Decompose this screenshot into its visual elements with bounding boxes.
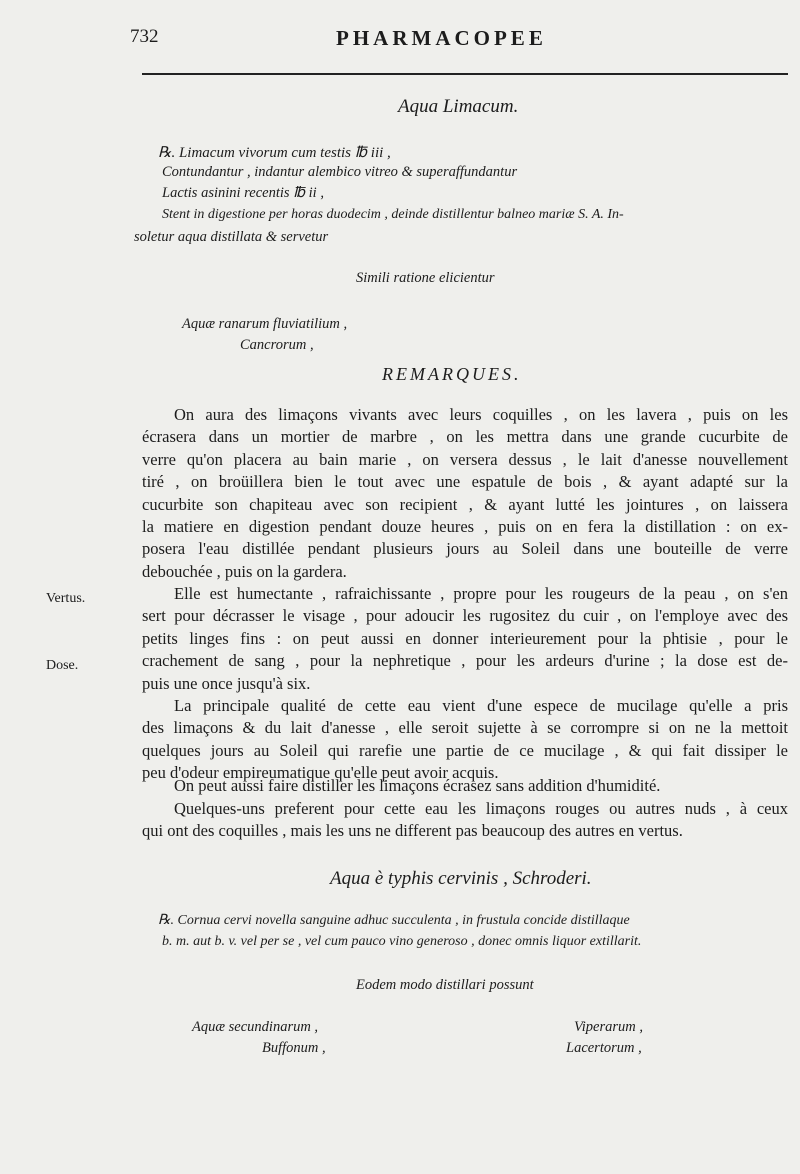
text-line: qui ont des coquilles , mais les uns ne different pas beaucoup des autres en vertus. (142, 821, 683, 841)
text-line: posera l'eau distillée pendant plusieurs jours au Soleil dans une bouteille de verre (142, 539, 788, 559)
text-line: sert pour décrasser le visage , pour adoucir les rugositez du cuir , on l'employe avec des (142, 606, 788, 626)
remarques-paragraph-1 (142, 404, 788, 583)
simili-ratione: Simili ratione elicientur (356, 270, 495, 286)
page-number: 732 (130, 26, 159, 47)
recipe-line: Contundantur , indantur alembico vitreo & superaffundantur (162, 164, 518, 180)
recipe-line: Stent in digestione per horas duodecim , deinde distillentur balneo mariæ S. A. In- (162, 207, 624, 222)
text-line: debouchée , puis on la gardera. (142, 561, 347, 581)
text-line: crachement de sang , pour la nephretique , pour les ardeurs d'urine ; la dose est de- (142, 651, 788, 671)
text-line: puis une once jusqu'à six. (142, 673, 311, 693)
text-line: cucurbite son chapiteau avec son recipient , & ayant lutté les jointures , on laissera (142, 494, 788, 514)
text-line: verre qu'on placera au bain marie , on versera dessus , le lait d'anesse nouvellement (142, 449, 788, 469)
recipe-line: Lactis asinini recentis ℔ ii , (162, 185, 324, 201)
text-line: tiré , on broüillera bien le tout avec une espatule de bois , & ayant adapté sur la (142, 472, 788, 492)
remarques-paragraph-2 (142, 583, 788, 695)
remarques-paragraph-4 (142, 775, 788, 797)
variant-lacertorum: Lacertorum , (566, 1040, 642, 1056)
text-line: On peut aussi faire distiller les limaçons écrasez sans addition d'humidité. (174, 776, 661, 795)
recipe-line: b. m. aut b. v. vel per se , vel cum pauco vino generoso , donec omnis liquor extillarit. (162, 934, 642, 949)
text-line: la matiere en digestion pendant douze heures , puis on en fera la distillation : on ex- (142, 516, 788, 536)
text-line: quelques jours au Soleil qui rarefie une partie de ce mucilage , & qui fait dissiper le (142, 740, 788, 760)
text-line: Elle est humectante , rafraichissante , propre pour les rougeurs de la peau , on s'en (174, 584, 788, 603)
variant-secundinarum: Aquæ secundinarum , (192, 1019, 319, 1035)
variant-ranarum: Aquæ ranarum fluviatilium , (182, 316, 348, 332)
text-line: On aura des limaçons vivants avec leurs coquilles , on les lavera , puis on les (174, 405, 788, 424)
text-line: des limaçons & du lait d'anesse , elle seroit sujette à se corrompre si on ne la mettoit (142, 718, 788, 738)
eodem-modo: Eodem modo distillari possunt (356, 977, 534, 993)
section-title-aqua-typhis: Aqua è typhis cervinis , Schroderi. (330, 868, 592, 889)
margin-note-dose: Dose. (46, 658, 79, 673)
text-line: petits linges fins : on peut aussi en donner interieurement pour la phtisie , pour le (142, 628, 788, 648)
text-line: Quelques-uns preferent pour cette eau les limaçons rouges ou autres nuds , à ceux (174, 799, 788, 818)
recipe-line: ℞. Limacum vivorum cum testis ℔ iii , (158, 145, 391, 161)
recipe-line: soletur aqua distillata & servetur (134, 229, 329, 245)
recipe-line: ℞. Cornua cervi novella sanguine adhuc succulenta , in frustula concide distillaque (158, 913, 630, 928)
header-rule (142, 73, 788, 75)
variant-cancrorum: Cancrorum , (240, 337, 314, 353)
remarques-heading: REMARQUES. (382, 364, 522, 384)
text-line: écrasera dans un mortier de marbre , on les mettra dans une grande cucurbite de (142, 427, 788, 447)
running-title: PHARMACOPEE (336, 26, 547, 50)
margin-note-vertus: Vertus. (46, 591, 86, 606)
variant-buffonum: Buffonum , (262, 1040, 326, 1056)
remarques-paragraph-3 (142, 695, 788, 785)
variant-viperarum: Viperarum , (574, 1019, 644, 1035)
text-line: peu d'odeur empireumatique qu'elle peut avoir acquis. (142, 763, 499, 783)
remarques-paragraph-5 (142, 798, 788, 843)
text-line: La principale qualité de cette eau vient d'une espece de mucilage qu'elle a pris (174, 696, 788, 715)
section-title-aqua-limacum: Aqua Limacum. (398, 96, 519, 117)
